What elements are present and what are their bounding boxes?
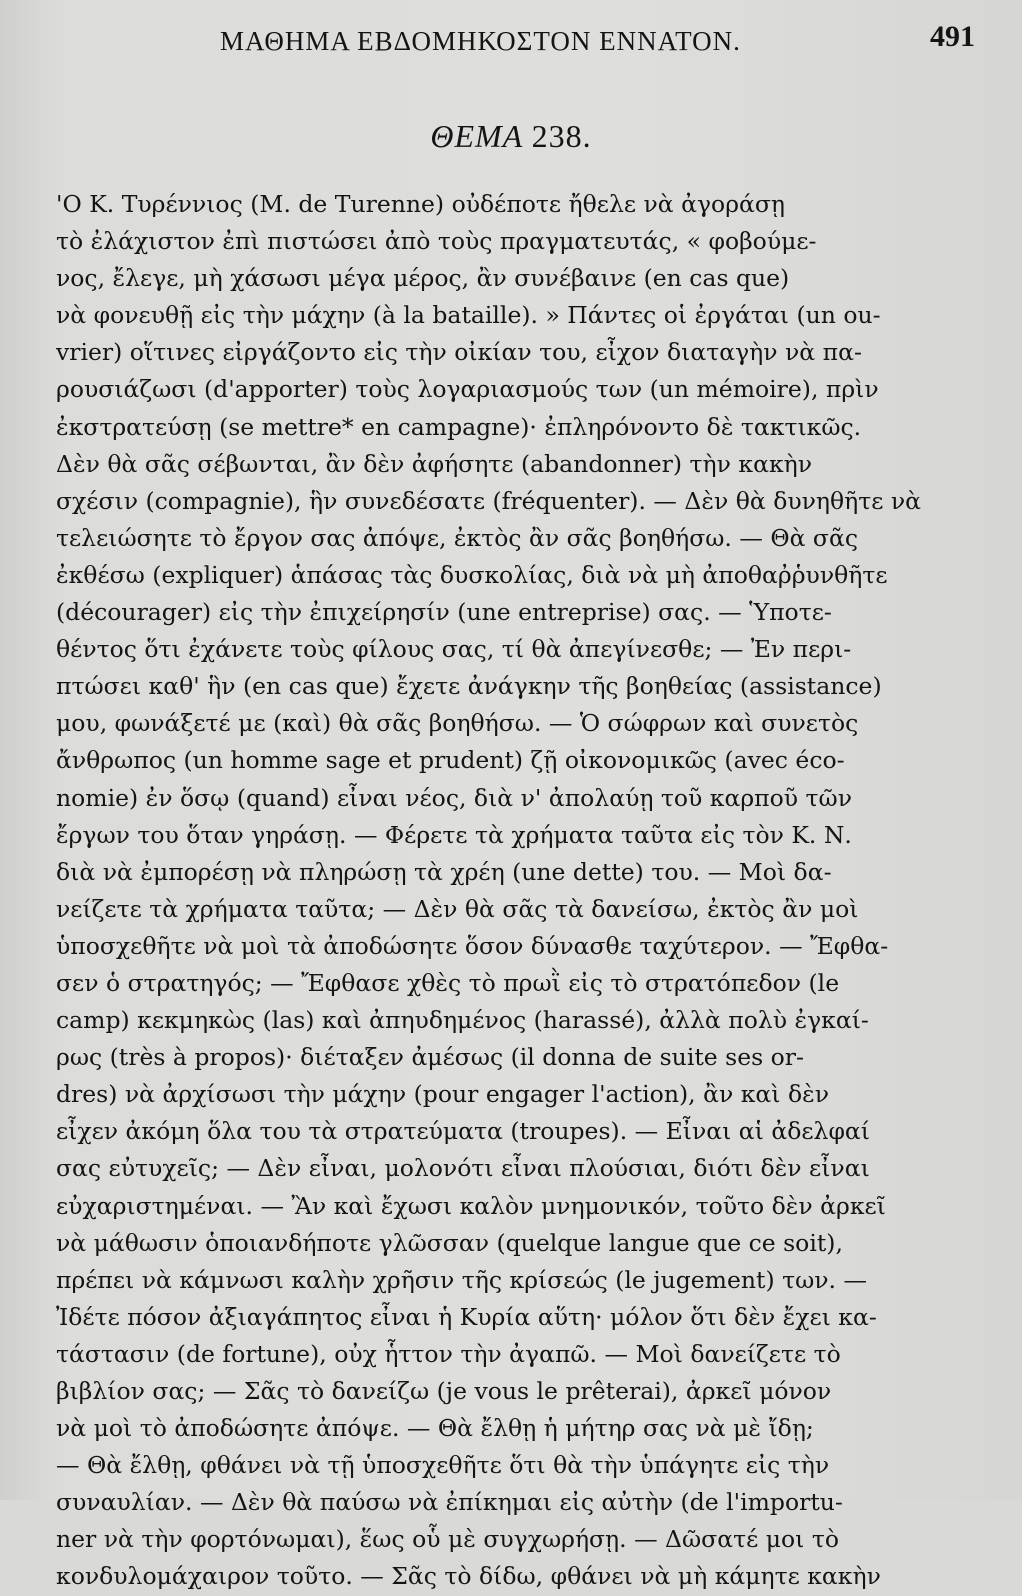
text-line: εἶχεν ἀκόμη ὅλα του τὰ στρατεύματα (troupes). — Εἶναι αἱ ἀδελφαί — [56, 1117, 870, 1146]
text-line: Ἰδέτε πόσον ἀξιαγάπητος εἶναι ἡ Κυρία αὕτη· μόλον ὅτι δὲν ἔχει κα- — [56, 1302, 877, 1331]
text-line: camp) κεκμηκὼς (las) καὶ ἀπηυδημένος (harassé), ἀλλὰ πολὺ ἐγκαί- — [56, 1006, 869, 1035]
text-line: ρως (très à propos)· διέταξεν ἀμέσως (il donna de suite ses or- — [56, 1043, 804, 1072]
text-line: νὰ μοὶ τὸ ἀποδώσητε ἀπόψε. — Θὰ ἔλθῃ ἡ μήτηρ σας νὰ μὲ ἴδῃ; — [56, 1414, 814, 1443]
text-line: ἐκστρατεύσῃ (se mettre* en campagne)· ἐπληρόνοντο δὲ τακτικῶς. — [56, 412, 862, 441]
text-line: τελειώσητε τὸ ἔργον σας ἀπόψε, ἐκτὸς ἂν σᾶς βοηθήσω. — Θὰ σᾶς — [56, 523, 859, 552]
section-label: ΘΕΜΑ — [430, 118, 523, 154]
text-line: μου, φωνάξετέ με (καὶ) θὰ σᾶς βοηθήσω. — Ὁ σώφρων καὶ συνετὸς — [56, 709, 859, 738]
text-line: κονδυλομάχαιρον τοῦτο. — Σᾶς τὸ δίδω, φθάνει νὰ μὴ κάμητε κακὴν — [56, 1562, 881, 1591]
text-line: σας εὐτυχεῖς; — Δὲν εἶναι, μολονότι εἶναι πλούσιαι, διότι δὲν εἶναι — [56, 1154, 870, 1183]
text-line: νὰ φονευθῇ εἰς τὴν μάχην (à la bataille). » Πάντες οἱ ἐργάται (un ou- — [56, 301, 881, 330]
text-line: dres) νὰ ἀρχίσωσι τὴν μάχην (pour engager l'action), ἂν καὶ δὲν — [56, 1080, 829, 1109]
text-line: ner νὰ τὴν φορτόνωμαι), ἕως οὗ μὲ συγχωρήσῃ. — Δῶσατέ μοι τὸ — [56, 1525, 839, 1554]
text-line: συναυλίαν. — Δὲν θὰ παύσω νὰ ἐπίκημαι εἰς αὐτὴν (de l'importu- — [56, 1488, 843, 1517]
text-line: τὸ ἐλάχιστον ἐπὶ πιστώσει ἀπὸ τοὺς πραγματευτάς, « φοβούμε- — [56, 227, 817, 256]
text-line: vrier) οἵτινες εἰργάζοντο εἰς τὴν οἰκίαν του, εἶχον διαταγὴν νὰ πα- — [56, 338, 862, 367]
text-line: ρουσιάζωσι (d'apporter) τοὺς λογαριασμούς των (un mémoire), πρὶν — [56, 375, 879, 404]
running-head: ΜΑΘΗΜΑ ΕΒΔΟΜΗΚΟΣΤΟΝ ΕΝΝΑΤΟΝ. — [220, 26, 741, 56]
text-line: θέντος ὅτι ἐχάνετε τοὺς φίλους σας, τί θὰ ἀπεγίνεσθε; — Ἐν περι- — [56, 635, 852, 664]
text-line: διὰ νὰ ἐμπορέσῃ νὰ πληρώσῃ τὰ χρέη (une dette) του. — Μοὶ δα- — [56, 857, 832, 886]
text-line: βιβλίον σας; — Σᾶς τὸ δανείζω (je vous le prêterai), ἀρκεῖ μόνον — [56, 1377, 832, 1405]
section-number: 238. — [531, 118, 592, 154]
text-line: νος, ἔλεγε, μὴ χάσωσι μέγα μέρος, ἂν συνέβαινε (en cas que) — [56, 264, 790, 293]
section-title — [0, 118, 1022, 155]
text-line: σεν ὁ στρατηγός; — Ἔφθασε χθὲς τὸ πρωῒ εἰς τὸ στρατόπεδον (le — [56, 968, 840, 997]
text-line: ὑποσχεθῆτε νὰ μοὶ τὰ ἀποδώσητε ὅσον δύνασθε ταχύτερον. — Ἔφθα- — [56, 931, 889, 960]
text-line: ἔργων του ὅταν γηράσῃ. — Φέρετε τὰ χρήματα ταῦτα εἰς τὸν Κ. Ν. — [56, 820, 852, 849]
text-line: ἄνθρωπος (un homme sage et prudent) ζῇ οἰκονομικῶς (avec éco- — [56, 746, 845, 775]
text-line: τάστασιν (de fortune), οὐχ ἧττον τὴν ἀγαπῶ. — Μοὶ δανείζετε τὸ — [56, 1339, 841, 1368]
text-line: (décourager) εἰς τὴν ἐπιχείρησίν (une entreprise) σας. — Ὑποτε- — [56, 598, 832, 627]
text-line: nomie) ἐν ὅσῳ (quand) εἶναι νέος, διὰ ν' ἀπολαύῃ τοῦ καρποῦ τῶν — [56, 783, 852, 812]
text-line: νὰ μάθωσιν ὁποιανδήποτε γλῶσσαν (quelque langue que ce soit), — [56, 1228, 843, 1257]
text-line: σχέσιν (compagnie), ἣν συνεδέσατε (fréquenter). — Δὲν θὰ δυνηθῆτε νὰ — [56, 486, 922, 515]
text-line: νείζετε τὰ χρήματα ταῦτα; — Δὲν θὰ σᾶς τὰ δανείσω, ἐκτὸς ἂν μοὶ — [56, 894, 859, 923]
text-line: ἐκθέσω (expliquer) ἁπάσας τὰς δυσκολίας, διὰ νὰ μὴ ἀποθαῤῥυνθῆτε — [56, 560, 888, 589]
text-line: πτώσει καθ' ἣν (en cas que) ἔχετε ἀνάγκην τῆς βοηθείας (assistance) — [56, 672, 882, 701]
text-line: εὐχαριστημέναι. — Ἂν καὶ ἔχωσι καλὸν μνημονικόν, τοῦτο δὲν ἀρκεῖ — [56, 1191, 886, 1220]
text-line: Δὲν θὰ σᾶς σέβωνται, ἂν δὲν ἀφήσητε (abandonner) τὴν κακὴν — [56, 449, 813, 478]
body-text — [56, 186, 956, 1596]
text-line: — Θὰ ἔλθῃ, φθάνει νὰ τῇ ὑποσχεθῆτε ὅτι θὰ τὴν ὑπάγητε εἰς τὴν — [56, 1451, 830, 1480]
page-number: 491 — [930, 20, 975, 53]
text-line: 'Ο Κ. Τυρέννιος (M. de Turenne) οὐδέποτε ἤθελε νὰ ἀγοράσῃ — [56, 190, 785, 218]
text-line: πρέπει νὰ κάμνωσι καλὴν χρῆσιν τῆς κρίσεώς (le jugement) των. — — [56, 1265, 867, 1294]
